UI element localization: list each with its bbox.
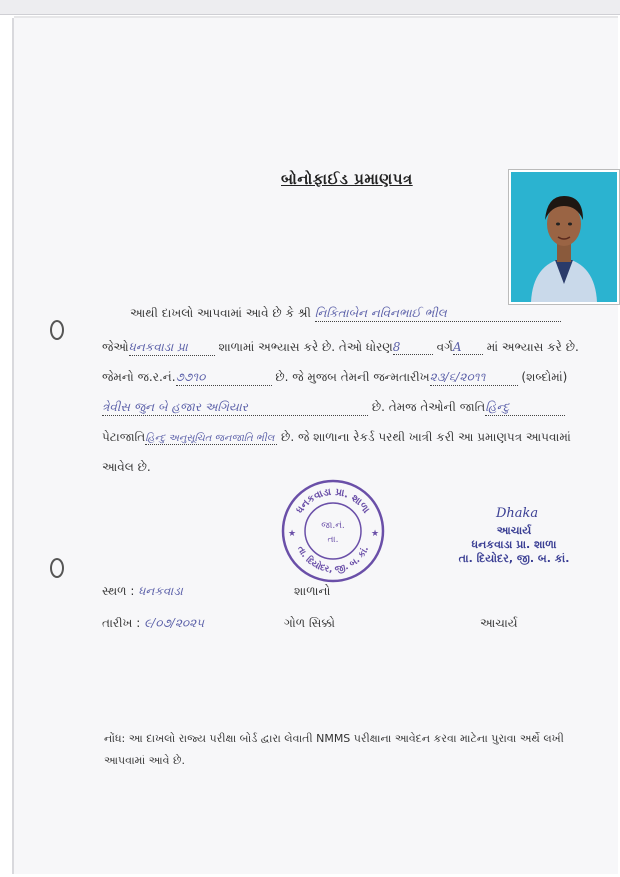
- dob-words-field: [102, 400, 368, 416]
- school-field: [129, 340, 215, 356]
- religion-field: [485, 400, 565, 416]
- principal-stamp-school: ધનકવાડા પ્રા. શાળા: [471, 538, 557, 551]
- gr-no-field: [176, 370, 272, 386]
- line3-word-3: (શબ્દોમાં): [521, 370, 568, 384]
- seal-bottom-text: તા. દિયોદર, જી. બ. કાં.: [294, 544, 372, 576]
- school-round-seal: [280, 478, 386, 584]
- line5-word-1: પેટાજાતિ: [102, 430, 146, 444]
- student-photo: [509, 170, 619, 304]
- punch-hole-bottom: [50, 558, 64, 578]
- seal-caption-2: ગોળ સિક્કો: [284, 616, 335, 630]
- principal-stamp: [444, 524, 584, 566]
- student-name: નિકિતાબેન નવિનભાઈ ભીલ: [314, 306, 447, 320]
- date-row: [102, 616, 204, 631]
- standard: 8: [392, 340, 401, 354]
- date-of-birth: ૨૩/૬/૨૦૧૧: [429, 370, 486, 384]
- line-2: [102, 340, 579, 356]
- principal-stamp-address: તા. દિયોદર, જી. બ. કાં.: [458, 552, 570, 565]
- line4-word-1: છે. તેમજ તેઓની જાતિ: [371, 400, 486, 414]
- line-5: [102, 430, 571, 445]
- line-1: [130, 306, 561, 322]
- line5-word-2: છે. જે શાળાના રેકર્ડ પરથી ખાત્રી કરી આ પ્રમાણપત્ર આપવામાં: [281, 430, 571, 444]
- line2-word-4: માં અભ્યાસ કરે છે.: [486, 340, 579, 354]
- place-row: [102, 584, 183, 599]
- caste-field: [145, 430, 277, 445]
- line3-word-1: જેમનો જ.ર.નં.: [102, 370, 176, 384]
- line-3: [102, 370, 567, 386]
- page-edge: [0, 0, 620, 15]
- seal-top-text: ધનકવાડા પ્રા. શાળા: [294, 486, 372, 516]
- line1-prefix: આથી દાખલો આપવામાં આવે છે કે શ્રી: [130, 306, 311, 320]
- certificate-title: બોનોફાઈડ પ્રમાણપત્ર: [281, 170, 413, 188]
- student-name-field: [315, 306, 561, 322]
- std-field: [393, 340, 433, 355]
- line-4: [102, 400, 565, 416]
- note-line-1: નોંધ: આ દાખલો રાજ્ય પરીક્ષા બોર્ડ દ્વારા લેવાતી NMMS પરીક્ષાના આવેદન કરવા માટેના પુરાવા અર્થે લખી: [104, 732, 564, 745]
- seal-center-1: જા.નં.: [321, 521, 345, 531]
- certificate-sheet: [14, 18, 618, 874]
- seal-caption-1: શાળાનો: [294, 584, 331, 598]
- line2-word-3: વર્ગ: [436, 340, 453, 354]
- date-label: તારીખ :: [102, 616, 141, 630]
- date-value: ૯/૦૭/૨૦૨૫: [144, 616, 205, 630]
- division-field: [453, 340, 483, 355]
- svg-text:તા. દિયોદર, જી. બ. કાં.: [295, 545, 371, 575]
- line2-word-1: જેઓ: [102, 340, 129, 354]
- place-label: સ્થળ :: [102, 584, 135, 598]
- principal-caption: આચાર્ય: [480, 616, 518, 630]
- division: A: [452, 340, 462, 354]
- dob-in-words: ત્રેવીસ જુન બે હજાર અગિયાર: [102, 400, 248, 414]
- dob-field: [430, 370, 518, 386]
- note-line-2: આપવામાં આવે છે.: [104, 754, 185, 767]
- seal-center-2: તા.: [327, 535, 339, 545]
- gr-number: ૭૭૧૦: [175, 370, 206, 384]
- line3-word-2: છે. જે મુજબ તેમની જન્મતારીખ: [275, 370, 430, 384]
- svg-text:ધનકવાડા પ્રા. શાળા: [295, 487, 372, 516]
- place-value: ધનકવાડા: [138, 584, 183, 598]
- line2-word-2: શાળામાં અભ્યાસ કરે છે. તેઓ ધોરણ: [218, 340, 393, 354]
- religion: હિન્દુ: [485, 400, 510, 414]
- svg-text:★: ★: [371, 529, 380, 539]
- school-name: ધનકવાડા પ્રા: [128, 340, 188, 354]
- sub-caste: હિન્દુ અનુસૂચિત જનજાતિ ભીલ: [145, 433, 275, 444]
- line-6: આવેલ છે.: [102, 460, 151, 474]
- principal-stamp-role: આચાર્ય: [496, 524, 532, 537]
- punch-hole-top: [50, 320, 64, 340]
- principal-signature: Dhaka: [496, 506, 539, 521]
- svg-text:★: ★: [288, 529, 297, 539]
